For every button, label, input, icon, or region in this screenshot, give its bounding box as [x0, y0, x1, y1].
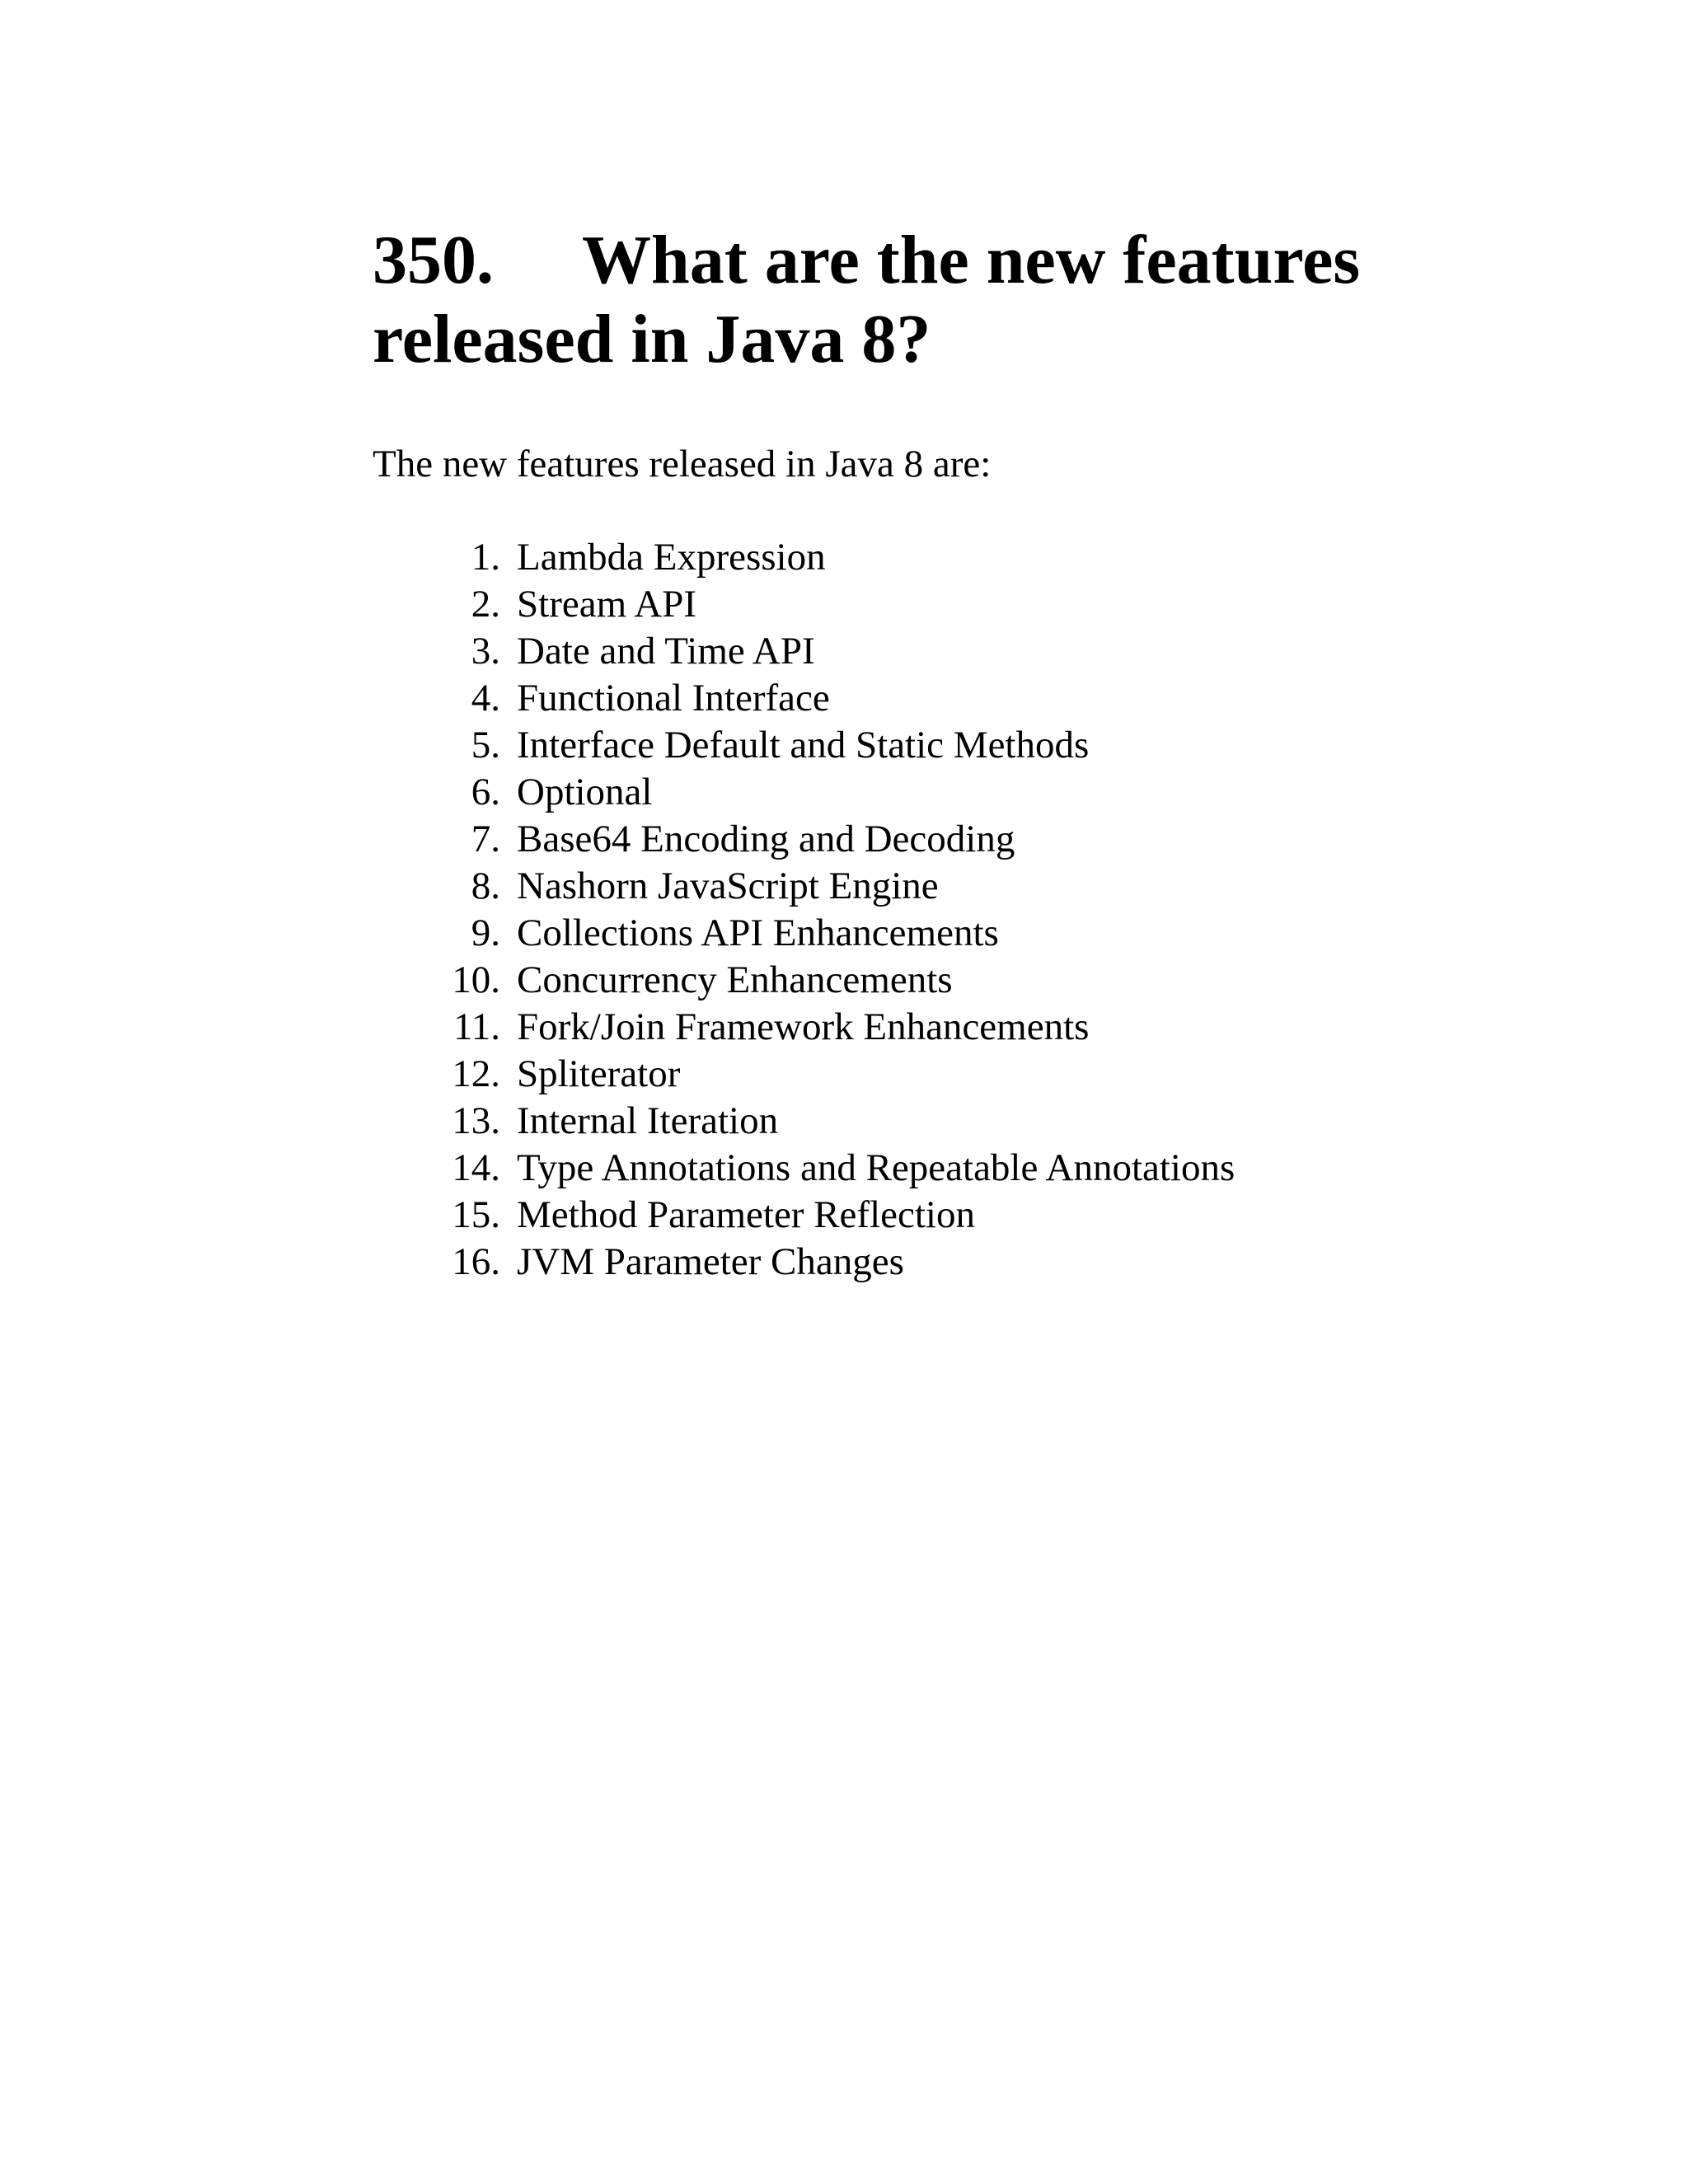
list-item-label: Base64 Encoding and Decoding [517, 818, 1015, 860]
list-item-number: 11. [452, 1005, 500, 1048]
list-item-label: Spliterator [517, 1052, 681, 1095]
list-item-label: Nashorn JavaScript Engine [517, 865, 939, 907]
list-item-number: 2. [471, 583, 500, 626]
list-item-label: Concurrency Enhancements [517, 958, 953, 1001]
list-item-number: 13. [452, 1099, 500, 1142]
list-item-label: Lambda Expression [517, 536, 826, 579]
list-item-number: 10. [452, 958, 500, 1001]
list-item-label: Type Annotations and Repeatable Annotations [517, 1146, 1236, 1189]
list-item-number: 6. [471, 771, 500, 813]
list-item-number: 4. [471, 677, 500, 719]
list-item-number: 16. [452, 1240, 500, 1283]
list-item-number: 5. [471, 724, 500, 766]
list-item-number: 3. [471, 630, 500, 673]
list-item-number: 7. [471, 818, 500, 860]
list-item-label: Interface Default and Static Methods [517, 724, 1090, 766]
list-item-label: Optional [517, 771, 653, 813]
list-item-number: 12. [452, 1052, 500, 1095]
list-item-number: 8. [471, 865, 500, 907]
list-item-number: 1. [471, 536, 500, 579]
list-item-label: JVM Parameter Changes [517, 1240, 904, 1283]
list-item-label: Collections API Enhancements [517, 912, 999, 954]
list-item-label: Date and Time API [517, 630, 815, 673]
list-item-number: 15. [452, 1193, 500, 1236]
list-item-number: 9. [471, 912, 500, 954]
list-item-label: Internal Iteration [517, 1099, 779, 1142]
list-item-label: Method Parameter Reflection [517, 1193, 975, 1236]
list-item-number: 14. [452, 1146, 500, 1189]
question-number: 350. [373, 222, 494, 298]
intro-paragraph: The new features released in Java 8 are: [373, 443, 992, 485]
list-item-label: Stream API [517, 583, 697, 626]
question-text: What are the new features released in Java 8? [373, 222, 1361, 377]
list-item-label: Fork/Join Framework Enhancements [517, 1005, 1090, 1048]
list-item-label: Functional Interface [517, 677, 830, 719]
question-heading [373, 221, 1526, 379]
